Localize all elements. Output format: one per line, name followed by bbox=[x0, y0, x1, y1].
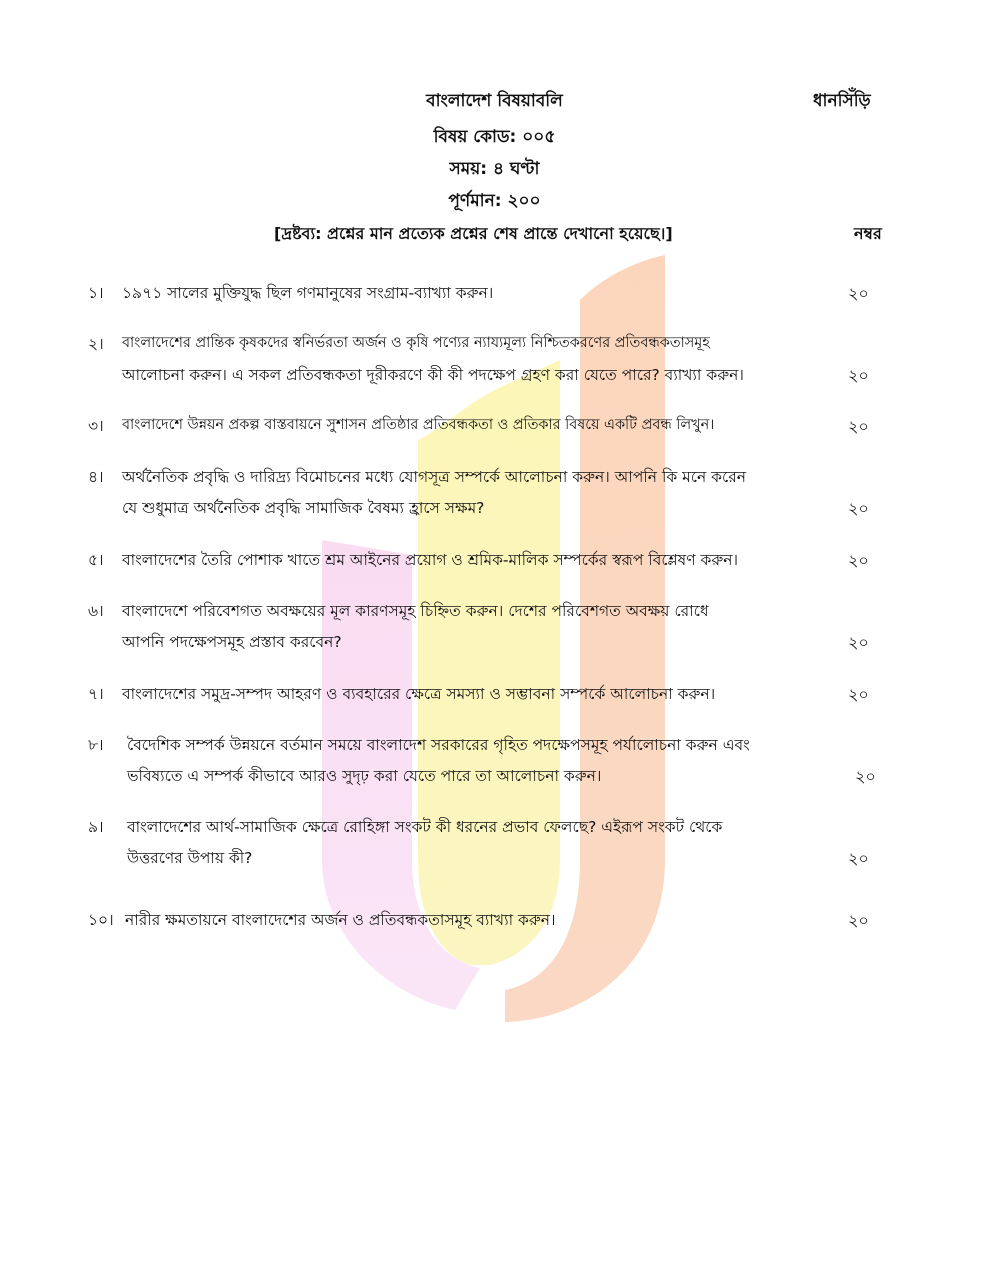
question-number: ১০। bbox=[88, 911, 114, 929]
question-number: ৪। bbox=[88, 468, 104, 486]
question-marks: ২০ bbox=[848, 849, 869, 868]
question-text: আপনি পদক্ষেপসমূহ প্রস্তাব করবেন? bbox=[122, 633, 342, 651]
question-text: বাংলাদেশের সমুদ্র-সম্পদ আহরণ ও ব্যবহারের ক্ষেত্রে সমস্যা ও সম্ভাবনা সম্পর্কে আলোচনা করুন। bbox=[122, 685, 716, 703]
question-number: ৫। bbox=[88, 551, 104, 569]
location-label: ধানসিঁড়ি bbox=[813, 91, 871, 111]
subject-code: বিষয় কোড: ০০৫ bbox=[433, 127, 556, 147]
question-marks: ২০ bbox=[848, 551, 869, 570]
question-text: নারীর ক্ষমতায়নে বাংলাদেশের অর্জন ও প্রতিবন্ধকতাসমূহ ব্যাখ্যা করুন। bbox=[125, 911, 556, 929]
question-text: যে শুধুমাত্র অর্থনৈতিক প্রবৃদ্ধি সামাজিক বৈষম্য হ্রাসে সক্ষম? bbox=[122, 499, 485, 517]
question-number: ৩। bbox=[88, 417, 104, 435]
question-text: ভবিষ্যতে এ সম্পর্ক কীভাবে আরও সুদৃঢ় করা যেতে পারে তা আলোচনা করুন। bbox=[127, 767, 602, 785]
question-marks: ২০ bbox=[848, 417, 869, 436]
question-text: আলোচনা করুন। এ সকল প্রতিবন্ধকতা দূরীকরণে কী কী পদক্ষেপ গ্রহণ করা যেতে পারে? ব্যাখ্যা করুন। bbox=[122, 366, 744, 384]
question-number: ১। bbox=[88, 284, 104, 302]
question-number: ৭। bbox=[88, 685, 104, 703]
question-text: অর্থনৈতিক প্রবৃদ্ধি ও দারিদ্র্য বিমোচনের মধ্যে যোগসূত্র সম্পর্কে আলোচনা করুন। আপনি কি মনে করেন bbox=[122, 468, 747, 486]
question-marks: ২০ bbox=[848, 685, 869, 704]
instruction-note: [দ্রষ্টব্য: প্রশ্নের মান প্রত্যেক প্রশ্নের শেষ প্রান্তে দেখানো হয়েছে।] bbox=[274, 224, 673, 243]
marks-column-label: নম্বর bbox=[854, 224, 882, 243]
question-text: উত্তরণের উপায় কী? bbox=[127, 849, 253, 867]
question-text: বাংলাদেশের আর্থ-সামাজিক ক্ষেত্রে রোহিঙ্গা সংকট কী ধরনের প্রভাব ফেলছে? এইরূপ সংকট থেকে bbox=[127, 818, 723, 836]
question-number: ৬। bbox=[88, 602, 104, 620]
question-text: বৈদেশিক সম্পর্ক উন্নয়নে বর্তমান সময়ে বাংলাদেশ সরকারের গৃহিত পদক্ষেপসমূহ পর্যালোচনা করুন এবং bbox=[127, 736, 750, 754]
question-number: ৯। bbox=[88, 818, 104, 836]
question-marks: ২০ bbox=[848, 284, 869, 303]
question-marks: ২০ bbox=[848, 366, 869, 385]
question-number: ৮। bbox=[88, 736, 104, 754]
question-marks: ২০ bbox=[855, 767, 876, 786]
subject-title: বাংলাদেশ বিষয়াবলি bbox=[426, 91, 563, 111]
question-number: ২। bbox=[88, 335, 104, 353]
question-marks: ২০ bbox=[848, 633, 869, 652]
question-text: বাংলাদেশে পরিবেশগত অবক্ষয়ের মূল কারণসমূহ চিহ্নিত করুন। দেশের পরিবেশগত অবক্ষয় রোধে bbox=[122, 602, 709, 620]
question-marks: ২০ bbox=[848, 911, 869, 930]
question-marks: ২০ bbox=[848, 499, 869, 518]
question-text: বাংলাদেশে উন্নয়ন প্রকল্প বাস্তবায়নে সুশাসন প্রতিষ্ঠার প্রতিবন্ধকতা ও প্রতিকার বিষয়ে একটি প্রবন্ধ লিখুন। bbox=[122, 417, 715, 433]
exam-time: সময়: ৪ ঘণ্টা bbox=[449, 159, 540, 179]
question-text: ১৯৭১ সালের মুক্তিযুদ্ধ ছিল গণমানুষের সংগ্রাম-ব্যাখ্যা করুন। bbox=[122, 284, 494, 302]
full-marks: পূর্ণমান: ২০০ bbox=[448, 191, 541, 211]
question-text: বাংলাদেশের প্রান্তিক কৃষকদের স্বনির্ভরতা অর্জন ও কৃষি পণ্যের ন্যায্যমূল্য নিশ্চিতকরণের প্রতিবন্ধকতাসমূহ bbox=[122, 335, 710, 351]
question-text: বাংলাদেশের তৈরি পোশাক খাতে শ্রম আইনের প্রয়োগ ও শ্রমিক-মালিক সম্পর্কের স্বরূপ বিশ্লেষণ করুন। bbox=[122, 551, 739, 569]
